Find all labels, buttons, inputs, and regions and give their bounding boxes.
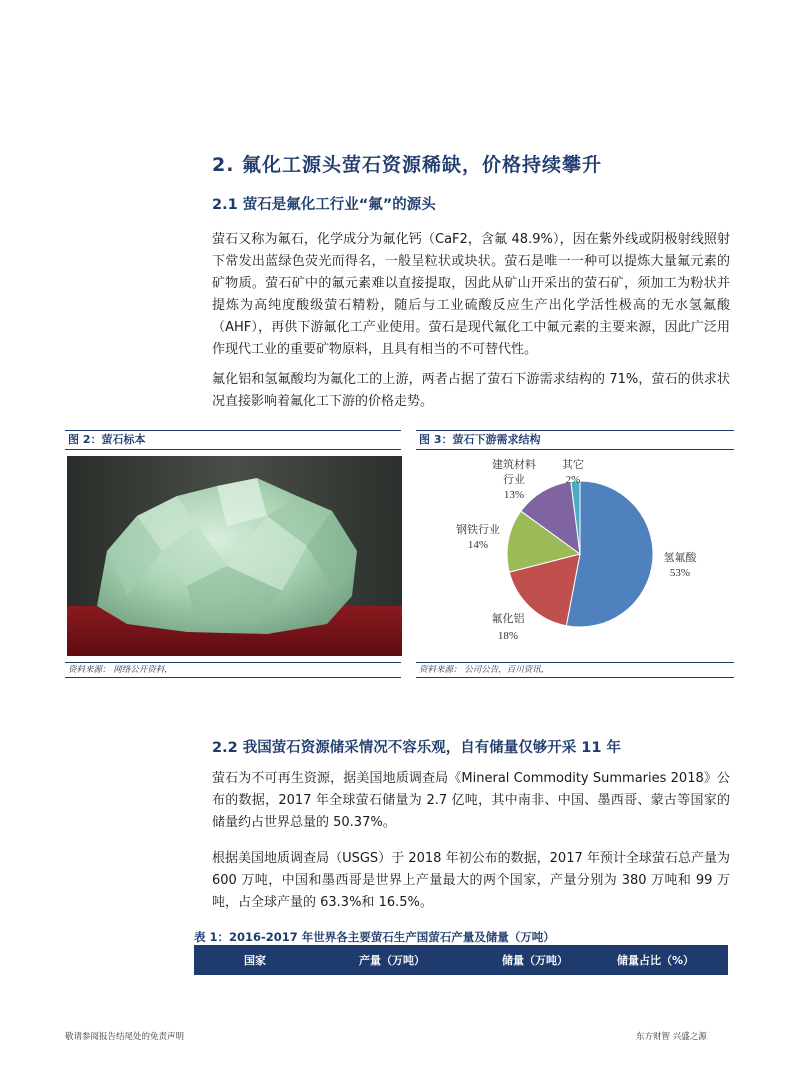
pie-label-hf: 氢氟酸 [663,552,697,564]
figure-3-source: 资料来源： 公司公告，百川资讯， [416,662,734,678]
pie-label-building-2: 行业 [503,474,525,486]
pie-pct-hf: 53% [669,567,691,579]
pie-label-building: 建筑材料 [492,459,536,471]
header-reserve-share: 储量占比（%） [617,954,695,967]
table-1-header [194,945,728,975]
header-country: 国家 [244,954,266,967]
footer-slogan: 东方财智 兴盛之源 [636,1032,707,1042]
pie-pct-alf3: 18% [497,630,519,642]
subsection-title-2-2: 2.2 我国萤石资源储采情况不容乐观，自有储量仅够开采 11 年 [212,740,622,756]
pie-pct-other: 2% [565,474,581,486]
table-1-caption: 表 1：2016-2017 年世界各主要萤石生产国萤石产量及储量（万吨） [194,930,555,944]
paragraph-global-reserves: 萤石为不可再生资源，据美国地质调查局《Mineral Commodity Summaries 2018》公布的数据，2017 年全球萤石储量为 2.7 亿吨，其中南非、中国、墨西哥、蒙古等国家的储量约占世界总量的 50.37%。 [212,771,730,830]
pie-label-steel: 钢铁行业 [456,524,500,536]
demand-structure-pie-chart [416,452,734,660]
header-reserves: 储量（万吨） [502,954,568,967]
paragraph-global-production: 根据美国地质调查局（USGS）于 2018 年初公布的数据，2017 年预计全球萤石总产量为 600 万吨，中国和墨西哥是世界上产量最大的两个国家，产量分别为 380 万吨和 99 万吨，占全球产量的 63.3%和 16.5%。 [212,851,730,910]
pie-pct-steel: 14% [467,539,489,551]
paragraph-fluorite-intro: 萤石又称为氟石，化学成分为氟化钙（CaF2，含氟 48.9%），因在紫外线或阴极射线照射下常发出蓝绿色荧光而得名，一般呈粒状或块状。萤石是唯一一种可以提炼大量氟元素的矿物质。萤石矿中的氟元素难以直接提取，因此从矿山开采出的萤石矿，须加工为粉状并提炼为高纯度酸级萤石精粉，随后与工业硫酸反应生产出化学活性极高的无水氢氟酸（AHF），再供下游氟化工产业使用。萤石是现代氟化工中氟元素的主要来源，因此广泛用作现代工业的重要矿物原料，且具有相当的不可替代性。 [212,232,730,357]
section-title: 2. 氟化工源头萤石资源稀缺，价格持续攀升 [212,154,603,176]
pie-label-other: 其它 [562,459,584,471]
figure-2-source: 资料来源： 网络公开资料， [65,662,401,678]
subsection-title-2-1: 2.1 萤石是氟化工行业“氟”的源头 [212,197,436,213]
pie-pct-building: 13% [503,489,525,501]
pie-label-alf3: 氟化铝 [491,613,525,625]
figure-2-caption: 图 2：萤石标本 [65,430,401,450]
fluorite-specimen-image [67,456,402,656]
header-production: 产量（万吨） [359,954,425,967]
paragraph-upstream-demand: 氟化铝和氢氟酸均为氟化工的上游，两者占据了萤石下游需求结构的 71%，萤石的供求状况直接影响着氟化工下游的价格走势。 [212,372,730,409]
footer-disclaimer: 敬请参阅报告结尾处的免责声明 [65,1032,185,1042]
figure-3-caption: 图 3：萤石下游需求结构 [416,430,734,450]
